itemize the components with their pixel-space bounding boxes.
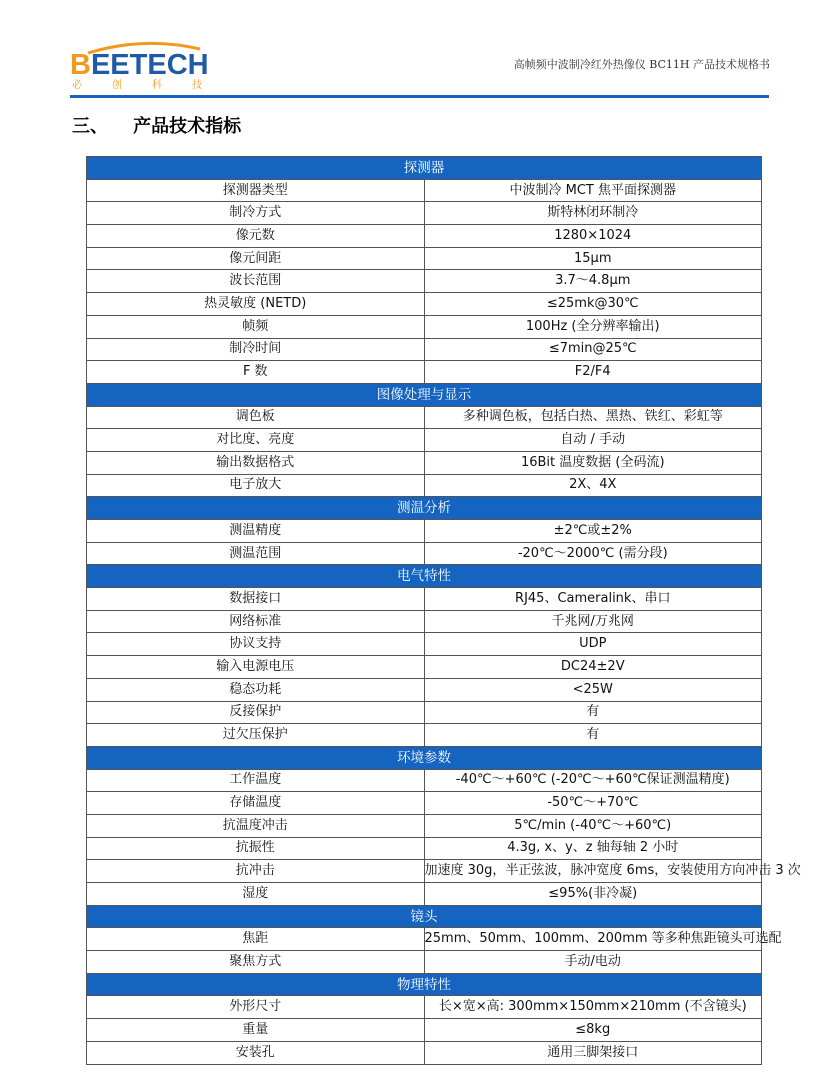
table-row [87,701,762,724]
category-row [87,905,762,928]
category-row [87,565,762,588]
spec-value: -50℃～+70℃ [424,792,762,815]
table-row [87,837,762,860]
spec-value: 100Hz (全分辨率输出) [424,315,762,338]
spec-value: ≤7min@25℃ [424,338,762,361]
spec-label: 调色板 [87,406,425,429]
spec-value: 15μm [424,247,762,270]
table-row [87,814,762,837]
category-header: 图像处理与显示 [87,383,762,406]
logo-sub-char: 技 [192,80,202,91]
spec-label: 稳态功耗 [87,678,425,701]
category-header: 环境参数 [87,746,762,769]
spec-value: UDP [424,633,762,656]
spec-label: 焦距 [87,928,425,951]
table-row [87,1019,762,1042]
spec-value: 加速度 30g，半正弦波，脉冲宽度 6ms，安装使用方向冲击 3 次 [424,860,762,883]
category-row [87,497,762,520]
category-row [87,157,762,180]
spec-label: F 数 [87,361,425,384]
spec-label: 探测器类型 [87,179,425,202]
spec-value: DC24±2V [424,656,762,679]
spec-value: F2/F4 [424,361,762,384]
table-row [87,860,762,883]
spec-label: 抗振性 [87,837,425,860]
logo-letters-rest: EETECH [90,49,209,81]
table-row [87,474,762,497]
spec-value: ≤25mk@30℃ [424,293,762,316]
spec-label: 制冷方式 [87,202,425,225]
table-row [87,1041,762,1064]
table-row [87,656,762,679]
spec-value: 3.7～4.8μm [424,270,762,293]
table-row [87,633,762,656]
category-header: 物理特性 [87,973,762,996]
table-row [87,996,762,1019]
table-row [87,724,762,747]
spec-label: 电子放大 [87,474,425,497]
spec-label: 对比度、亮度 [87,429,425,452]
category-header: 探测器 [87,157,762,180]
category-header: 测温分析 [87,497,762,520]
spec-label: 测温精度 [87,520,425,543]
category-row [87,973,762,996]
table-row [87,179,762,202]
spec-label: 网络标准 [87,610,425,633]
document-title: 高帧频中波制冷红外热像仪 BC11H 产品技术规格书 [513,58,770,71]
category-header: 电气特性 [87,565,762,588]
spec-label: 反接保护 [87,701,425,724]
spec-label: 测温范围 [87,542,425,565]
category-row [87,383,762,406]
spec-label: 存储温度 [87,792,425,815]
spec-label: 制冷时间 [87,338,425,361]
spec-value: 长×宽×高: 300mm×150mm×210mm (不含镜头) [424,996,762,1019]
logo-subtitle [72,80,202,92]
table-row [87,520,762,543]
table-row [87,610,762,633]
spec-label: 像元间距 [87,247,425,270]
table-row [87,429,762,452]
spec-label: 过欠压保护 [87,724,425,747]
table-row [87,678,762,701]
spec-label: 重量 [87,1019,425,1042]
spec-value: ≤95%(非冷凝) [424,883,762,906]
spec-table-body [87,157,801,1065]
spec-value: 自动 / 手动 [424,429,762,452]
spec-value: 多种调色板，包括白热、黑热、铁红、彩虹等 [424,406,762,429]
spec-value: 中波制冷 MCT 焦平面探测器 [424,179,762,202]
table-row [87,338,762,361]
table-row [87,293,762,316]
table-row [87,361,762,384]
spec-label: 抗温度冲击 [87,814,425,837]
spec-table [86,156,801,1065]
table-row [87,928,762,951]
spec-label: 帧频 [87,315,425,338]
table-row [87,951,762,974]
spec-value: 2X、4X [424,474,762,497]
spec-label: 安装孔 [87,1041,425,1064]
spec-value: 通用三脚架接口 [424,1041,762,1064]
spec-label: 湿度 [87,883,425,906]
spec-label: 数据接口 [87,588,425,611]
spec-value: 千兆网/万兆网 [424,610,762,633]
spec-value: 4.3g, x、y、z 轴每轴 2 小时 [424,837,762,860]
spec-value: -20℃～2000℃ (需分段) [424,542,762,565]
logo-sub-char: 科 [152,80,162,91]
spec-value: ±2℃或±2% [424,520,762,543]
table-row [87,451,762,474]
spec-label: 协议支持 [87,633,425,656]
spec-label: 抗冲击 [87,860,425,883]
logo-letter-b: B [70,49,91,81]
table-row [87,270,762,293]
category-row [87,746,762,769]
table-row [87,406,762,429]
spec-value: <25W [424,678,762,701]
spec-value: 有 [424,724,762,747]
table-row [87,542,762,565]
category-header: 镜头 [87,905,762,928]
table-row [87,225,762,248]
spec-label: 热灵敏度 (NETD) [87,293,425,316]
spec-label: 波长范围 [87,270,425,293]
logo-sub-char: 创 [112,80,122,91]
table-row [87,588,762,611]
logo-wordmark [70,50,209,80]
spec-label: 像元数 [87,225,425,248]
header-divider [70,95,769,98]
spec-value: 5℃/min (-40℃～+60℃) [424,814,762,837]
company-logo [70,40,210,98]
spec-label: 聚焦方式 [87,951,425,974]
spec-label: 输入电源电压 [87,656,425,679]
spec-value: 16Bit 温度数据 (全码流) [424,451,762,474]
spec-value: -40℃～+60℃ (-20℃～+60℃保证测温精度) [424,769,762,792]
spec-value: 手动/电动 [424,951,762,974]
table-row [87,247,762,270]
table-row [87,202,762,225]
spec-value: 有 [424,701,762,724]
table-row [87,769,762,792]
logo-sub-char: 必 [72,80,82,91]
spec-label: 外形尺寸 [87,996,425,1019]
spec-value: 25mm、50mm、100mm、200mm 等多种焦距镜头可选配 [424,928,762,951]
spec-label: 工作温度 [87,769,425,792]
spec-value: RJ45、Cameralink、串口 [424,588,762,611]
spec-label: 输出数据格式 [87,451,425,474]
spec-value: 1280×1024 [424,225,762,248]
table-row [87,883,762,906]
spec-value: ≤8kg [424,1019,762,1042]
table-row [87,792,762,815]
section-heading: 三、 产品技术指标 [72,116,242,137]
spec-value: 斯特林闭环制冷 [424,202,762,225]
table-row [87,315,762,338]
